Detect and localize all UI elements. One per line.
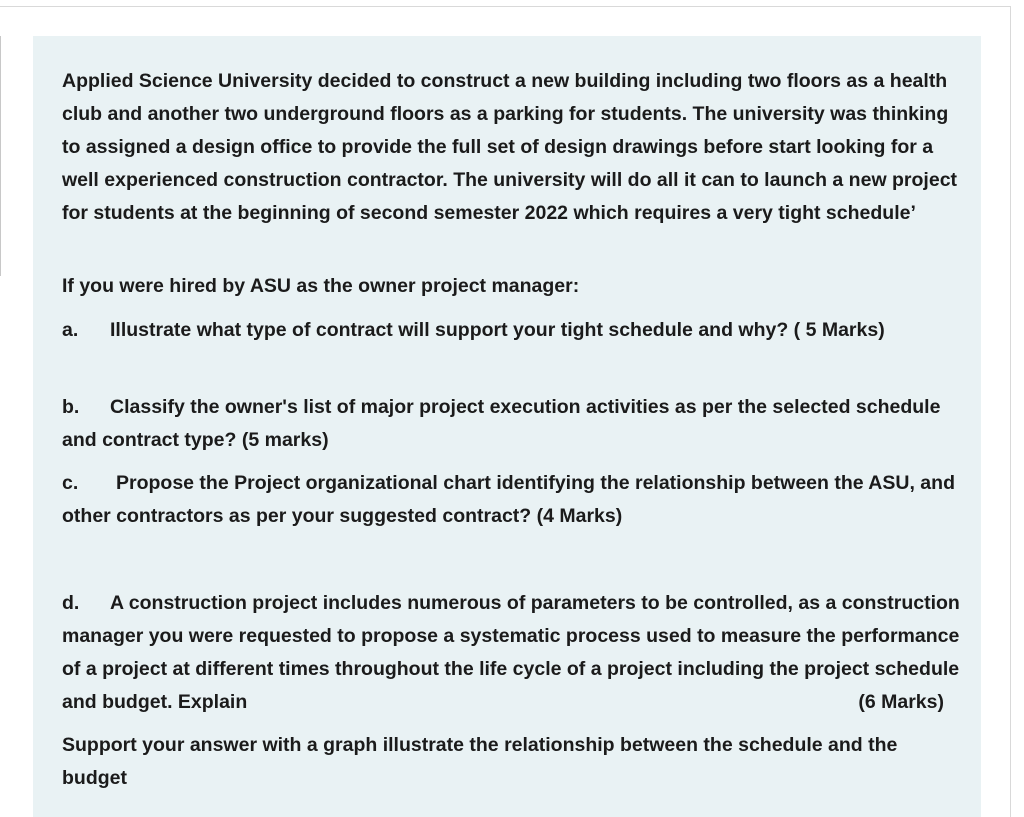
part-d-marks: (6 Marks) xyxy=(858,691,944,713)
question-card xyxy=(33,36,981,817)
part-c-label: c. xyxy=(62,472,79,494)
role-paragraph: If you were hired by ASU as the owner project manager: xyxy=(62,275,580,297)
part-d-label: d. xyxy=(62,592,80,614)
part-a-text: Illustrate what type of contract will support your tight schedule and why? ( 5 Marks) xyxy=(110,319,885,341)
intro-paragraph: Applied Science University decided to construct a new building including two floors as a health club and another two underground floors as a parking for students. The university was thinking to assigned a design office to provide the full set of design drawings before start looking for a well experienced construction contractor. The university will do all it can to launch a new project for students at the beginning of second semester 2022 which requires a very tight schedule’ xyxy=(62,70,958,224)
support-paragraph: Support your answer with a graph illustrate the relationship between the schedule and the budget xyxy=(62,734,898,789)
part-a xyxy=(62,314,962,347)
part-c xyxy=(62,467,962,533)
part-d xyxy=(62,587,962,719)
part-b xyxy=(62,391,962,457)
part-b-text: Classify the owner's list of major project execution activities as per the selected schedule and contract type? (5 marks) xyxy=(62,396,941,451)
part-b-label: b. xyxy=(62,396,80,418)
part-c-text: Propose the Project organizational chart identifying the relationship between the ASU, and other contractors as per your suggested contract? (4 Marks) xyxy=(62,472,955,527)
left-divider xyxy=(0,36,1,276)
part-a-label: a. xyxy=(62,319,79,341)
part-d-text: A construction project includes numerous of parameters to be controlled, as a construction manager you were requested to propose a systematic process used to measure the performance of a project at different times throughout the life cycle of a project including the project schedule and budget. Explain xyxy=(62,592,960,713)
